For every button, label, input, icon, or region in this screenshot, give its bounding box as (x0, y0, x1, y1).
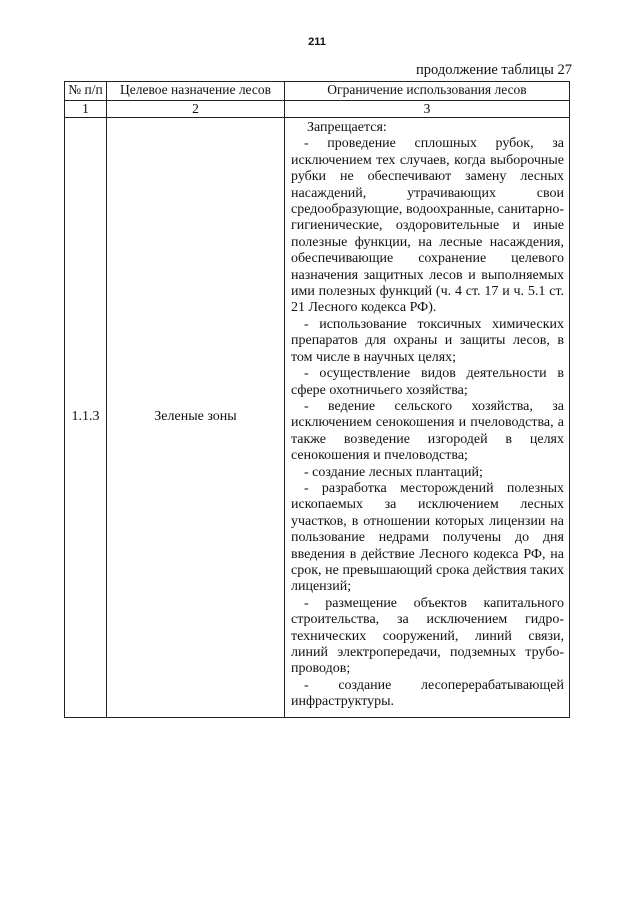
restriction-item: - создание лесоперерабатывающей инфраструктуры. (291, 677, 564, 710)
restriction-item: - осуществление видов деятельности в сфере охотничьего хозяйства; (291, 366, 564, 398)
table-header-row (65, 82, 570, 101)
restriction-item: - ведение сельского хозяйства, за исключением сенокошения и пчеловодства, а также возведение изгородей в целях сенокошения и пчеловодства; (291, 398, 564, 464)
restriction-item: - проведение сплошных рубок, за исключением тех случаев, когда выборочные рубки не обеспечивают замену лесных насаждений, утрачивающих свои средообразующие, водоохранные, санитарно-гигиенические, оздоровительные и иные полезные функции, на лесные насаждения, обеспечивающие сохранение целевого назначения защитных лесов и выполняемых ими полезных функций (ч. 4 ст. 17 и ч. 5.1 ст. 21 Лесного кодекса РФ). (291, 136, 564, 316)
forest-use-restrictions-table (64, 81, 570, 718)
table-row (65, 118, 570, 718)
column-number-2: 2 (107, 101, 285, 118)
header-purpose: Целевое назначение лесов (107, 82, 285, 101)
restriction-item: - использование токсичных химических препаратов для охраны и защиты лесов, в том числе в научных целях; (291, 316, 564, 365)
column-number-1: 1 (65, 101, 107, 118)
column-number-row (65, 101, 570, 118)
header-restrictions: Ограничение использования лесов (285, 82, 570, 101)
page-number: 211 (308, 36, 326, 48)
restriction-item: - размещение объектов капитального строительства, за исключением гидро-технических сооружений, линий связи, линий электропередачи, подземных трубо-проводов; (291, 595, 564, 677)
table-continuation-note: продолжение таблицы 27 (416, 62, 572, 78)
column-number-3: 3 (285, 101, 570, 118)
restriction-item: - создание лесных плантаций; (304, 464, 483, 480)
row-number: 1.1.3 (65, 118, 107, 718)
restrictions-intro: Запрещается: (307, 120, 387, 135)
row-purpose: Зеленые зоны (107, 118, 285, 718)
restriction-item: - разработка месторождений полезных ископаемых за исключением лесных участков, в отношении которых лицензии на пользование недрами получены до дня введения в действие Лесного кодекса РФ, на срок, не превышающий срока действия таких лицензий; (291, 480, 564, 595)
header-number: № п/п (65, 82, 107, 101)
row-restrictions (285, 118, 570, 718)
